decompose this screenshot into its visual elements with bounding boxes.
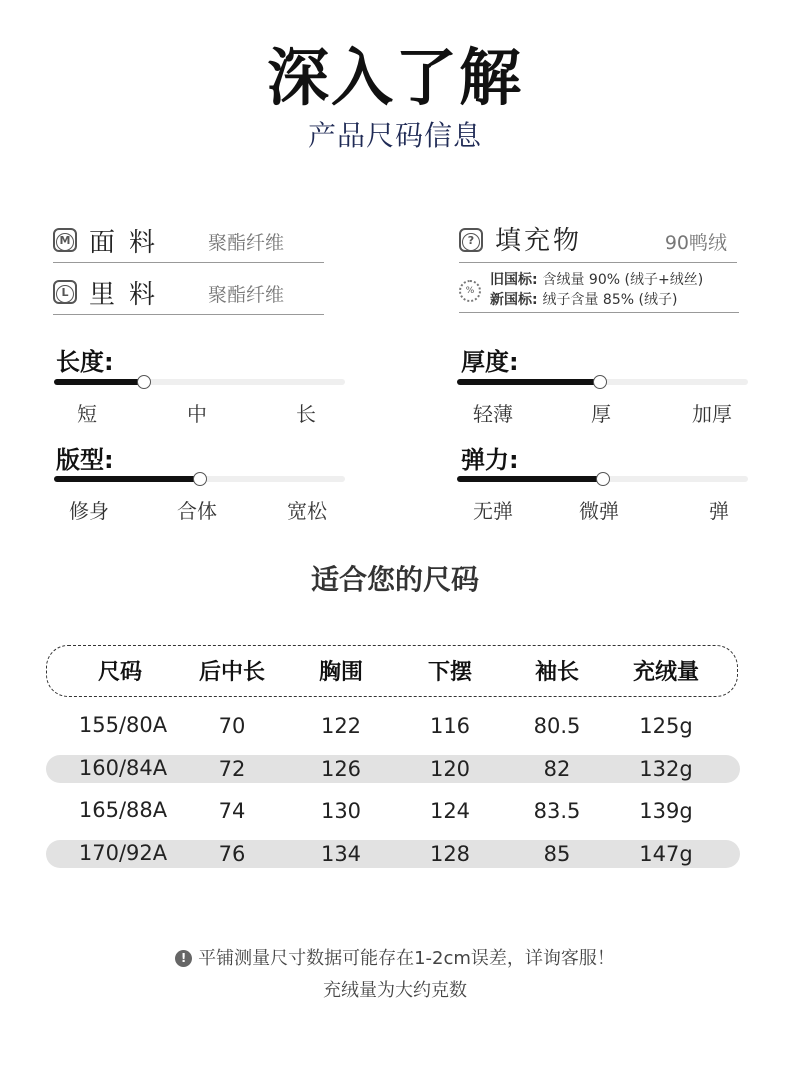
slider-fit-title: 版型: xyxy=(56,446,114,474)
header-fill-weight: 充绒量 xyxy=(632,660,699,685)
percent-badge-icon: % xyxy=(459,280,481,302)
table-cell: 82 xyxy=(543,757,571,781)
header-chest: 胸围 xyxy=(318,660,363,685)
slider-elasticity-label-1: 无弹 xyxy=(473,499,513,523)
slider-thickness-track xyxy=(457,379,748,385)
table-cell: 170/92A xyxy=(78,841,168,865)
old-standard-text: 含绒量 90% (绒子+绒丝) xyxy=(542,272,704,288)
table-cell: 74 xyxy=(218,799,246,823)
material-filling-label: 填充物 xyxy=(495,226,583,256)
slider-length-knob xyxy=(137,375,151,389)
table-cell: 76 xyxy=(218,842,246,866)
header-hem: 下摆 xyxy=(427,660,472,685)
page-title: 深入了解 xyxy=(266,41,523,114)
slider-length xyxy=(54,342,346,426)
table-cell: 116 xyxy=(429,714,471,738)
slider-length-title: 长度: xyxy=(56,348,114,376)
l-letter-icon: L xyxy=(53,280,77,304)
page-subtitle: 产品尺码信息 xyxy=(307,119,482,152)
table-cell: 70 xyxy=(218,714,246,738)
fill-weight-note: 充绒量为大约克数 xyxy=(323,980,467,1001)
slider-thickness-label-3: 加厚 xyxy=(692,402,732,426)
material-filling-value: 90鸭绒 xyxy=(664,232,727,254)
material-lining-label: 里料 xyxy=(89,280,170,310)
slider-elasticity-track xyxy=(457,476,748,482)
table-cell: 85 xyxy=(543,842,571,866)
m-letter-icon: M xyxy=(53,228,77,252)
slider-elasticity-label-2: 微弹 xyxy=(579,499,619,523)
size-table-title: 适合您的尺码 xyxy=(310,563,479,596)
slider-fit-fill xyxy=(54,476,200,482)
filling-standards xyxy=(459,270,739,313)
slider-length-fill xyxy=(54,379,144,385)
material-filling-row xyxy=(459,222,737,263)
header-back-length: 后中长 xyxy=(198,660,265,685)
slider-fit xyxy=(54,440,346,523)
header-size: 尺码 xyxy=(97,660,142,685)
slider-fit-label-2: 合体 xyxy=(177,499,217,523)
table-cell: 80.5 xyxy=(533,714,581,738)
slider-thickness xyxy=(457,342,749,426)
slider-fit-track xyxy=(54,476,345,482)
slider-thickness-knob xyxy=(593,375,607,389)
slider-elasticity-knob xyxy=(596,472,610,486)
table-cell: 134 xyxy=(320,842,362,866)
table-cell: 130 xyxy=(320,799,362,823)
table-cell: 139g xyxy=(639,799,693,823)
slider-fit-knob xyxy=(193,472,207,486)
exclamation-icon: ! xyxy=(175,950,192,967)
table-cell: 72 xyxy=(218,757,246,781)
slider-elasticity-label-3: 弹 xyxy=(709,499,729,523)
slider-fit-label-3: 宽松 xyxy=(287,499,327,523)
new-standard-label: 新国标: xyxy=(490,292,538,308)
table-cell: 155/80A xyxy=(78,713,168,737)
material-lining-row xyxy=(53,274,324,315)
material-shell-row xyxy=(53,222,324,263)
table-cell: 160/84A xyxy=(78,756,168,780)
slider-elasticity xyxy=(457,440,749,523)
slider-elasticity-title: 弹力: xyxy=(461,446,519,474)
slider-elasticity-fill xyxy=(457,476,603,482)
slider-thickness-label-2: 厚 xyxy=(591,402,611,426)
measurement-note-text: 平铺测量尺寸数据可能存在1-2cm误差，详询客服！ xyxy=(198,948,615,969)
slider-thickness-fill xyxy=(457,379,600,385)
slider-length-label-2: 中 xyxy=(187,402,207,426)
header-sleeve: 袖长 xyxy=(534,660,579,685)
material-shell-label: 面料 xyxy=(89,228,170,258)
slider-length-label-1: 短 xyxy=(77,402,97,426)
slider-length-track xyxy=(54,379,345,385)
table-cell: 120 xyxy=(429,757,471,781)
slider-length-label-3: 长 xyxy=(296,402,316,426)
material-lining-value: 聚酯纤维 xyxy=(208,284,285,306)
table-cell: 147g xyxy=(639,842,693,866)
table-cell: 126 xyxy=(320,757,362,781)
table-cell: 83.5 xyxy=(533,799,581,823)
slider-thickness-label-1: 轻薄 xyxy=(473,402,513,426)
table-cell: 165/88A xyxy=(78,798,168,822)
table-cell: 124 xyxy=(429,799,471,823)
question-icon: ? xyxy=(459,228,483,252)
table-cell: 122 xyxy=(320,714,362,738)
material-shell-value: 聚酯纤维 xyxy=(208,232,285,254)
slider-thickness-title: 厚度: xyxy=(461,348,519,376)
measurement-note xyxy=(0,944,790,970)
table-cell: 132g xyxy=(639,757,693,781)
table-cell: 125g xyxy=(639,714,693,738)
old-standard-label: 旧国标: xyxy=(490,272,538,288)
table-cell: 128 xyxy=(429,842,471,866)
slider-fit-label-1: 修身 xyxy=(69,499,109,523)
new-standard-text: 绒子含量 85% (绒子) xyxy=(542,292,678,308)
